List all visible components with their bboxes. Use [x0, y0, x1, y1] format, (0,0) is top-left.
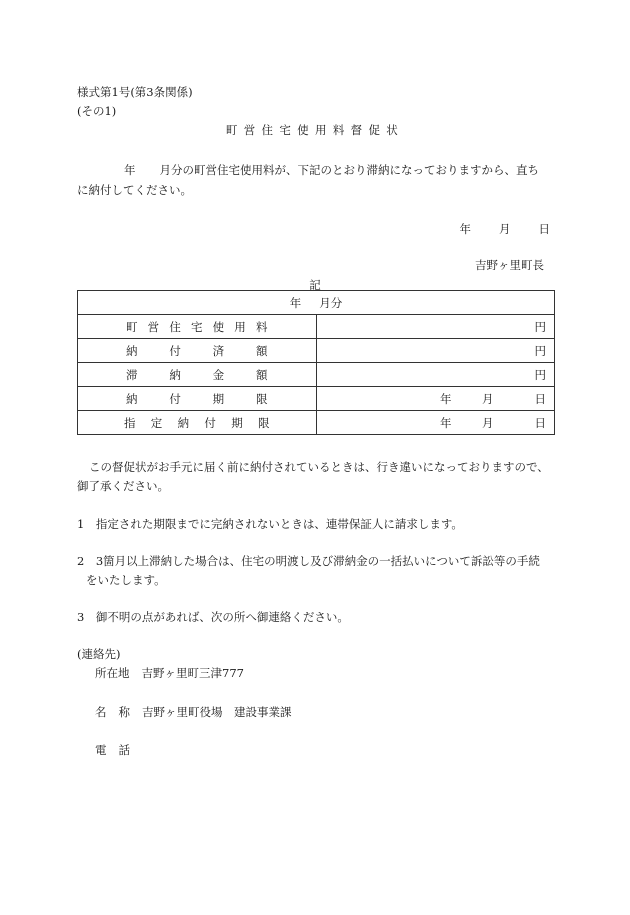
contact-heading: (連絡先): [77, 647, 121, 661]
label-char: 限: [255, 391, 268, 406]
label-char: 期: [231, 415, 243, 430]
table-row: [78, 387, 555, 411]
issuer: 吉野ヶ里町長: [475, 258, 544, 272]
address-label: 所在地: [95, 666, 130, 680]
label-char: 限: [257, 415, 270, 430]
date-day: 日: [534, 391, 546, 406]
row-label: [78, 319, 316, 335]
intro-line-2: に納付してください。: [77, 183, 192, 197]
row-label-cell: [78, 387, 317, 411]
label-char: 納: [126, 343, 138, 358]
label-char: 納: [169, 367, 181, 382]
intro-line-1-text: 月分の町営住宅使用料が、下記のとおり滞納になっておりますから、直ち: [159, 163, 539, 177]
issue-date-month: 月: [499, 222, 511, 236]
label-char: 滞: [126, 367, 138, 382]
issue-date: [460, 221, 551, 237]
row-label: [78, 415, 316, 431]
row-date: [317, 415, 555, 431]
row-label: [78, 343, 316, 359]
label-char: 付: [169, 343, 181, 358]
label-char: 額: [255, 343, 268, 358]
row-label-cell: [78, 363, 317, 387]
label-char: 用: [234, 319, 246, 334]
table-header-row: [78, 291, 555, 315]
name-value: 吉野ヶ里町役場 建設事業課: [142, 705, 292, 719]
date-month: 月: [482, 415, 494, 430]
contact-tel-row: [95, 742, 130, 758]
label-char: 料: [255, 319, 268, 334]
note-item-3: 3 御不明の点があれば、次の所へ御連絡ください。: [77, 610, 349, 624]
table-header-cell: [78, 291, 555, 315]
table-row: [78, 363, 555, 387]
row-value-cell: 円: [316, 363, 555, 387]
name-label-char: 称: [118, 705, 130, 719]
contact-name-row: [95, 704, 292, 720]
label-char: 宅: [190, 319, 203, 334]
note-item-1: 1 指定された期限までに完納されないときは、連帯保証人に請求します。: [77, 517, 463, 531]
header-year: 年: [289, 295, 302, 310]
row-value-cell: 円: [316, 339, 555, 363]
table-row: [78, 339, 555, 363]
label-char: 付: [204, 415, 216, 430]
document-title: 町営住宅使用料督促状: [225, 123, 405, 137]
label-char: 金: [212, 367, 225, 382]
sub-number: (その1): [77, 104, 117, 118]
issue-date-year: 年: [459, 222, 471, 236]
note-item-2-line-1: 2 3箇月以上滞納した場合は、住宅の明渡し及び滞納金の一括払いについて訴訟等の手続: [77, 554, 540, 568]
date-day: 日: [534, 415, 546, 430]
label-char: 町: [126, 319, 138, 334]
date-year: 年: [440, 391, 452, 406]
row-date-cell: [316, 387, 555, 411]
row-label-cell: [78, 315, 317, 339]
row-date-cell: [316, 411, 555, 435]
name-label: [95, 704, 130, 720]
label-char: 営: [147, 319, 160, 334]
label-char: 済: [212, 343, 225, 358]
label-char: 期: [212, 391, 225, 406]
notice-line-1: この督促状がお手元に届く前に納付されているときは、行き違いになっておりますので、: [89, 460, 549, 474]
name-label-char: 名: [95, 705, 107, 719]
row-label-cell: [78, 411, 317, 435]
form-number: 様式第1号(第3条関係): [77, 85, 193, 99]
address-value: 吉野ヶ里町三津777: [141, 666, 244, 680]
arrears-table: [77, 290, 555, 435]
row-label-cell: [78, 339, 317, 363]
row-label: [78, 367, 316, 383]
issue-date-day: 日: [538, 222, 550, 236]
tel-label: [95, 742, 130, 758]
row-date: [317, 391, 555, 407]
label-char: 納: [126, 391, 138, 406]
row-value-cell: 円: [316, 315, 555, 339]
notice-line-2: 御了承ください。: [77, 479, 169, 493]
row-label: [78, 391, 316, 407]
intro-line-1: [124, 162, 539, 178]
date-month: 月: [482, 391, 494, 406]
label-char: 付: [169, 391, 181, 406]
label-char: 使: [212, 319, 225, 334]
label-char: 納: [177, 415, 190, 430]
label-char: 定: [150, 415, 163, 430]
tel-label-char: 電: [95, 743, 107, 757]
label-char: 住: [169, 319, 181, 334]
table-row: [78, 411, 555, 435]
tel-label-char: 話: [118, 743, 130, 757]
table-row: [78, 315, 555, 339]
label-char: 指: [124, 415, 136, 430]
note-item-2-line-2: をいたします。: [86, 573, 166, 587]
header-month: 月分: [319, 295, 343, 310]
label-char: 額: [255, 367, 268, 382]
intro-year-label: 年: [124, 163, 136, 177]
ki-heading: 記: [309, 278, 321, 292]
date-year: 年: [440, 415, 452, 430]
contact-address-row: [95, 665, 244, 681]
